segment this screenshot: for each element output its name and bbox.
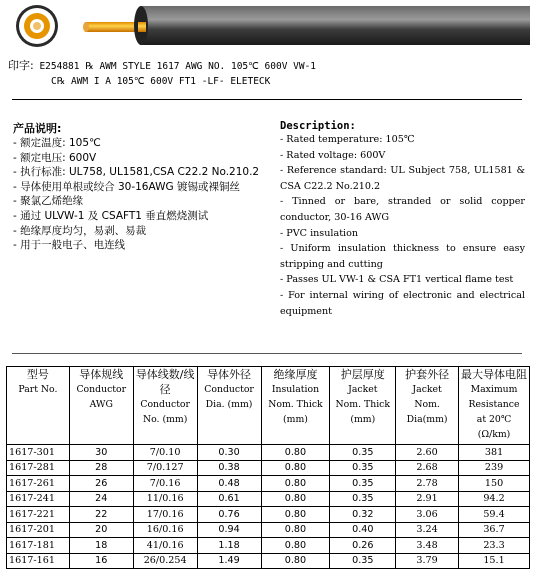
table-row (7, 445, 530, 461)
cn-feature-list (13, 136, 263, 253)
column-header-en: Conductor (204, 384, 254, 395)
cable-cross-section (16, 5, 58, 47)
column-header-en: Nom. (414, 399, 440, 410)
column-header-en: Maximum (470, 384, 518, 395)
table-cell: 1617-221 (7, 507, 70, 523)
list-item: - 额定温度: 105℃ (13, 137, 101, 149)
table-cell: 3.48 (396, 538, 459, 554)
table-row (7, 476, 530, 492)
column-header-en: Nom. Thick (268, 399, 323, 410)
column-header-en: Insulation (271, 384, 320, 395)
column-header-cn: 绝缘厚度 (273, 368, 318, 381)
table-cell: 0.26 (330, 538, 396, 554)
column-header (133, 367, 197, 445)
table-cell: 20 (69, 522, 133, 538)
table-cell: 1.49 (197, 553, 261, 569)
table-cell: 0.30 (197, 445, 261, 461)
list-item: - 执行标准: UL758, UL1581,CSA C22.2 No.210.2 (13, 166, 260, 179)
table-cell: 2.91 (396, 491, 459, 507)
table-cell: 22 (69, 507, 133, 523)
table-cell: 0.35 (330, 445, 396, 461)
list-item: - 用于一般电子、电连线 (13, 239, 126, 252)
column-header-en: (mm) (350, 414, 376, 425)
column-header-cn: 导体线数/线径 (135, 368, 195, 396)
table-cell: 0.35 (330, 460, 396, 476)
divider-mid (12, 353, 522, 354)
table-cell: 1617-201 (7, 522, 70, 538)
table-cell: 30 (69, 445, 133, 461)
print-line-2: C℞ AWM I A 105℃ 600V FT1 -LF- ELETECK (51, 76, 271, 87)
table-cell: 0.80 (261, 522, 330, 538)
en-section-title: Description: (280, 120, 356, 132)
list-item: - Uniform insulation thickness to ensure easy stripping and cutting (280, 243, 525, 270)
table-cell: 2.68 (396, 460, 459, 476)
table-cell: 0.80 (261, 460, 330, 476)
cable-illustration (0, 0, 538, 56)
list-item: - 额定电压: 600V (13, 151, 97, 164)
column-header-en: Nom. Thick (335, 399, 391, 410)
column-header-en: Conductor (140, 399, 190, 410)
table-cell: 1617-241 (7, 491, 70, 507)
table-cell: 0.80 (261, 507, 330, 523)
table-cell: 0.80 (261, 445, 330, 461)
table-cell: 0.40 (330, 522, 396, 538)
table-cell: 3.06 (396, 507, 459, 523)
column-header-en: (Ω/km) (477, 429, 511, 440)
print-line-1: E254881 ℞ AWM STYLE 1617 AWG NO. 105℃ 600V VW-1 (39, 61, 317, 72)
table-cell: 0.80 (261, 476, 330, 492)
table-cell: 7/0.10 (133, 445, 197, 461)
table-cell: 0.94 (197, 522, 261, 538)
column-header-cn: 护套外径 (405, 368, 450, 381)
table-cell: 0.48 (197, 476, 261, 492)
list-item: - Rated voltage: 600V (280, 149, 386, 161)
table-cell: 3.24 (396, 522, 459, 538)
table-cell: 18 (69, 538, 133, 554)
table-cell: 239 (459, 460, 530, 476)
list-item: - 导体使用单根或绞合 30-16AWG 镀锡或裸铜丝 (13, 180, 240, 193)
column-header-en: at 20℃ (476, 414, 512, 425)
table-cell: 59.4 (459, 507, 530, 523)
column-header (69, 367, 133, 445)
table-cell: 0.80 (261, 553, 330, 569)
table-row (7, 522, 530, 538)
table-cell: 17/0.16 (133, 507, 197, 523)
table-cell: 3.79 (396, 553, 459, 569)
table-cell: 0.32 (330, 507, 396, 523)
column-header-en: Dia(mm) (406, 414, 448, 425)
list-item: - 绝缘厚度均匀，易剥、易裁 (13, 224, 147, 237)
table-cell: 2.78 (396, 476, 459, 492)
table-cell: 1617-181 (7, 538, 70, 554)
table-header-row (7, 367, 530, 445)
column-header (261, 367, 330, 445)
column-header-en: Conductor (76, 384, 127, 395)
column-header-cn: 护层厚度 (340, 368, 385, 381)
column-header (330, 367, 396, 445)
list-item: - For internal wiring of electronic and electrical equipment (280, 289, 525, 317)
table-cell: 0.61 (197, 491, 261, 507)
table-cell: 0.35 (330, 476, 396, 492)
table-cell: 381 (459, 445, 530, 461)
table-cell: 15.1 (459, 553, 530, 569)
cn-section-title: 产品说明: (13, 122, 62, 135)
table-cell: 24 (69, 491, 133, 507)
table-row (7, 538, 530, 554)
table-cell: 0.35 (330, 491, 396, 507)
table-cell: 16/0.16 (133, 522, 197, 538)
table-cell: 7/0.127 (133, 460, 197, 476)
table-cell: 23.3 (459, 538, 530, 554)
table-cell: 1.18 (197, 538, 261, 554)
column-header (197, 367, 261, 445)
table-row (7, 507, 530, 523)
column-header-en: Dia. (mm) (205, 399, 253, 410)
list-item: - Reference standard: UL Subject 758, UL1581 & CSA C22.2 No.210.2 (280, 165, 525, 192)
print-label: 印字: (8, 59, 34, 72)
table-cell: 41/0.16 (133, 538, 197, 554)
list-item: - 通过 ULVW-1 及 CSAFT1 垂直燃烧测试 (13, 209, 209, 222)
list-item: - Rated temperature: 105℃ (280, 134, 415, 145)
table-cell: 1617-161 (7, 553, 70, 569)
column-header-cn: 导体规线 (79, 368, 124, 381)
column-header-en: Part No. (18, 384, 58, 395)
column-header-en: Resistance (468, 399, 520, 410)
column-header-en: No. (mm) (142, 414, 188, 425)
table-cell: 28 (69, 460, 133, 476)
list-item: - Passes UL VW-1 & CSA FT1 vertical flame test (280, 274, 514, 286)
table-cell: 36.7 (459, 522, 530, 538)
table-cell: 1617-301 (7, 445, 70, 461)
column-header (396, 367, 459, 445)
table-cell: 94.2 (459, 491, 530, 507)
table-row (7, 460, 530, 476)
list-item: - Tinned or bare, stranded or solid copper conductor, 30-16 AWG (280, 196, 525, 223)
column-header-cn: 最大导体电阻 (461, 368, 528, 381)
table-cell: 26/0.254 (133, 553, 197, 569)
column-header-en: (mm) (283, 414, 308, 425)
table-cell: 26 (69, 476, 133, 492)
en-feature-list (280, 132, 525, 319)
table-cell: 16 (69, 553, 133, 569)
column-header-en: Jacket (348, 384, 378, 395)
list-item: - PVC insulation (280, 227, 359, 239)
en-section (280, 120, 525, 319)
table-row (7, 491, 530, 507)
column-header-en: Jacket (412, 384, 442, 395)
table-cell: 1617-261 (7, 476, 70, 492)
table-cell: 7/0.16 (133, 476, 197, 492)
column-header-cn: 导体外径 (207, 368, 252, 381)
table-cell: 2.60 (396, 445, 459, 461)
table-cell: 0.35 (330, 553, 396, 569)
table-cell: 0.80 (261, 538, 330, 554)
divider-top (12, 99, 522, 100)
table-cell: 11/0.16 (133, 491, 197, 507)
list-item: - 聚氯乙烯绝缘 (13, 195, 84, 208)
cn-section (13, 120, 263, 253)
table-row (7, 553, 530, 569)
table-body (7, 445, 530, 569)
print-line (8, 57, 316, 87)
table-cell: 150 (459, 476, 530, 492)
column-header (459, 367, 530, 445)
column-header-en: AWG (89, 399, 113, 410)
spec-table (6, 366, 530, 569)
column-header (7, 367, 70, 445)
table-cell: 0.38 (197, 460, 261, 476)
table-cell: 0.80 (261, 491, 330, 507)
cable-side-view (83, 6, 530, 45)
table-cell: 1617-281 (7, 460, 70, 476)
table-cell: 0.76 (197, 507, 261, 523)
column-header-cn: 型号 (26, 368, 49, 381)
